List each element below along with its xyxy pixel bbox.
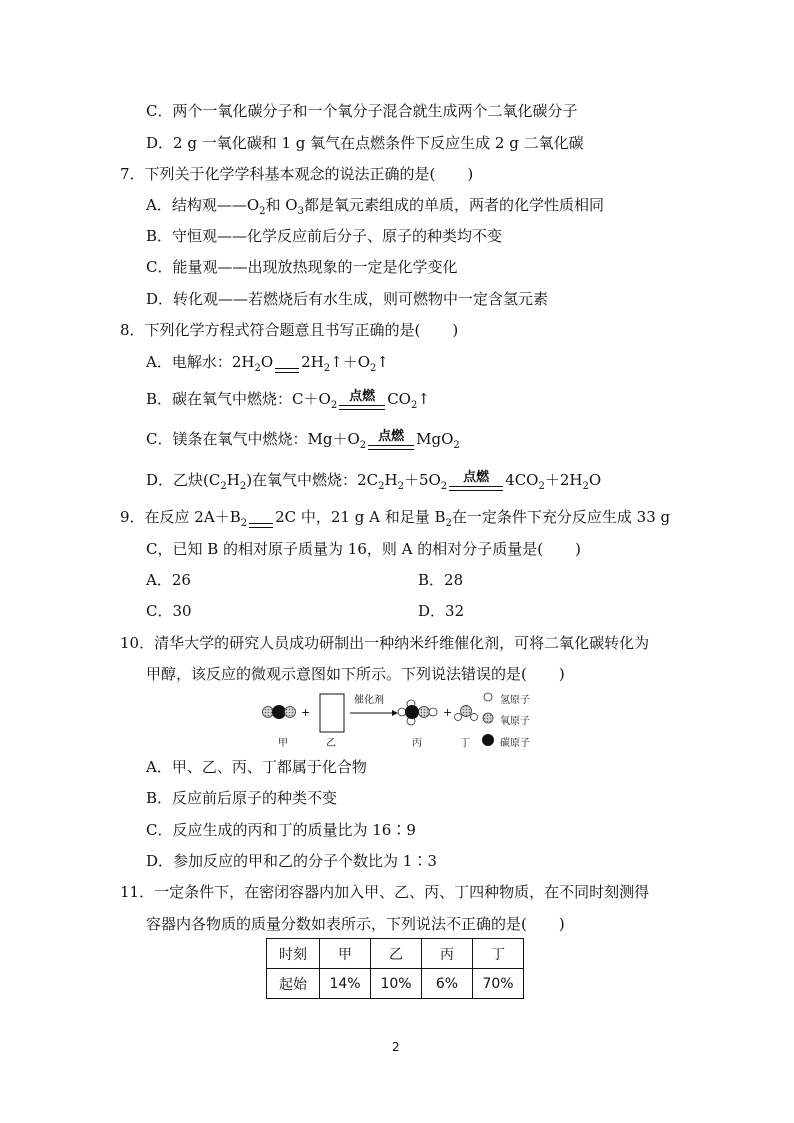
q10-option-c: C．反应生成的丙和丁的质量比为 16∶9	[146, 821, 416, 839]
molecule-yi-box	[320, 694, 344, 732]
q10-stem-line1: 10．清华大学的研究人员成功研制出一种纳米纤维催化剂，可将二氧化碳转化为	[120, 634, 650, 652]
table-header-cell: 丙	[422, 939, 473, 969]
reaction-diagram	[258, 690, 578, 750]
q7-stem: 7．下列关于化学学科基本观念的说法正确的是( )	[120, 165, 474, 183]
q8-option-c: C．镁条在氧气中燃烧：$Mg+O_2$ 点燃 MgO$_2$	[146, 429, 460, 451]
molecule-ding	[455, 706, 478, 721]
q11-stem-line2: 容器内各物质的质量分数如表所示，下列说法不正确的是( )	[146, 915, 565, 933]
table-header-row	[267, 939, 524, 969]
legend-carbon-icon	[482, 734, 494, 746]
table-row	[267, 969, 524, 999]
q8-stem: 8．下列化学方程式符合题意且书写正确的是( )	[120, 321, 459, 339]
label-bing: 丙	[412, 738, 422, 749]
mass-fraction-table	[266, 938, 524, 999]
q6-option-d: D．2 g 一氧化碳和 1 g 氧气在点燃条件下反应生成 2 g 二氧化碳	[146, 134, 584, 152]
q10-option-d: D．参加反应的甲和乙的分子个数比为 1∶3	[146, 852, 437, 870]
q10-option-b: B．反应前后原子的种类不变	[146, 789, 338, 807]
legend-hydrogen-label: 氢原子	[500, 695, 530, 706]
q9-stem-line1: 9．在反应 $2A+B_2$ 2C 中，21 g A 和足量 $B_2$在一定条件下充分反应生成 33 g	[120, 508, 671, 529]
table-header-cell: 丁	[473, 939, 524, 969]
plus-sign-2: +	[443, 706, 453, 719]
molecule-jia	[263, 705, 296, 719]
table-header-cell: 时刻	[267, 939, 320, 969]
q7-option-b: B．守恒观——化学反应前后分子、原子的种类均不变	[146, 227, 503, 245]
q10-stem-line2: 甲醇，该反应的微观示意图如下所示。下列说法错误的是( )	[146, 665, 565, 683]
q8-option-b: B．碳在氧气中燃烧：$C+O_2$ 点燃 $CO_2↑$	[146, 389, 430, 411]
q9-option-a: A．26	[146, 571, 191, 589]
q7-option-d: D．转化观——若燃烧后有水生成，则可燃物中一定含氢元素	[146, 290, 549, 308]
legend-hydrogen-icon	[484, 693, 492, 701]
q7-option-a: A．结构观$——O_2$和 $O_3$都是氧元素组成的单质，两者的化学性质相同	[146, 196, 604, 217]
q9-option-c: C．30	[146, 602, 192, 620]
label-jia: 甲	[278, 738, 288, 749]
table-cell: 6%	[422, 969, 473, 999]
label-ding: 丁	[460, 738, 470, 749]
legend-oxygen-label: 氧原子	[500, 716, 530, 727]
q9-option-d: D．32	[418, 602, 465, 620]
legend-oxygen-icon	[483, 713, 493, 723]
q11-stem-line1: 11．一定条件下，在密闭容器内加入甲、乙、丙、丁四种物质，在不同时刻测得	[120, 883, 650, 901]
table-cell: 70%	[473, 969, 524, 999]
molecule-bing	[398, 700, 437, 725]
table-header-cell: 乙	[371, 939, 422, 969]
q9-stem-line2: C，已知 B 的相对原子质量为 16，则 A 的相对分子质量是( )	[146, 540, 581, 558]
q8-option-d: D．乙炔$(C_2H_2)$在氧气中燃烧：$2C_2H_2+5O_2$ 点燃 $4CO_2+2H_2O$	[146, 470, 602, 492]
table-header-cell: 甲	[320, 939, 371, 969]
plus-sign-1: +	[301, 706, 311, 719]
q8-option-a: A．电解水：$2H_2O$ $2H_2↑+O_2↑$	[146, 353, 389, 374]
label-yi: 乙	[326, 738, 336, 749]
page-number: 2	[392, 1040, 400, 1054]
q6-option-c: C．两个一氧化碳分子和一个氧分子混合就生成两个二氧化碳分子	[146, 102, 578, 120]
q9-option-b: B．28	[418, 571, 464, 589]
table-cell: 起始	[267, 969, 320, 999]
table-cell: 14%	[320, 969, 371, 999]
legend-carbon-label: 碳原子	[500, 738, 530, 749]
table-cell: 10%	[371, 969, 422, 999]
q7-option-c: C．能量观——出现放热现象的一定是化学变化	[146, 258, 458, 276]
q10-option-a: A．甲、乙、丙、丁都属于化合物	[146, 758, 367, 776]
catalyst-label: 催化剂	[354, 695, 384, 706]
